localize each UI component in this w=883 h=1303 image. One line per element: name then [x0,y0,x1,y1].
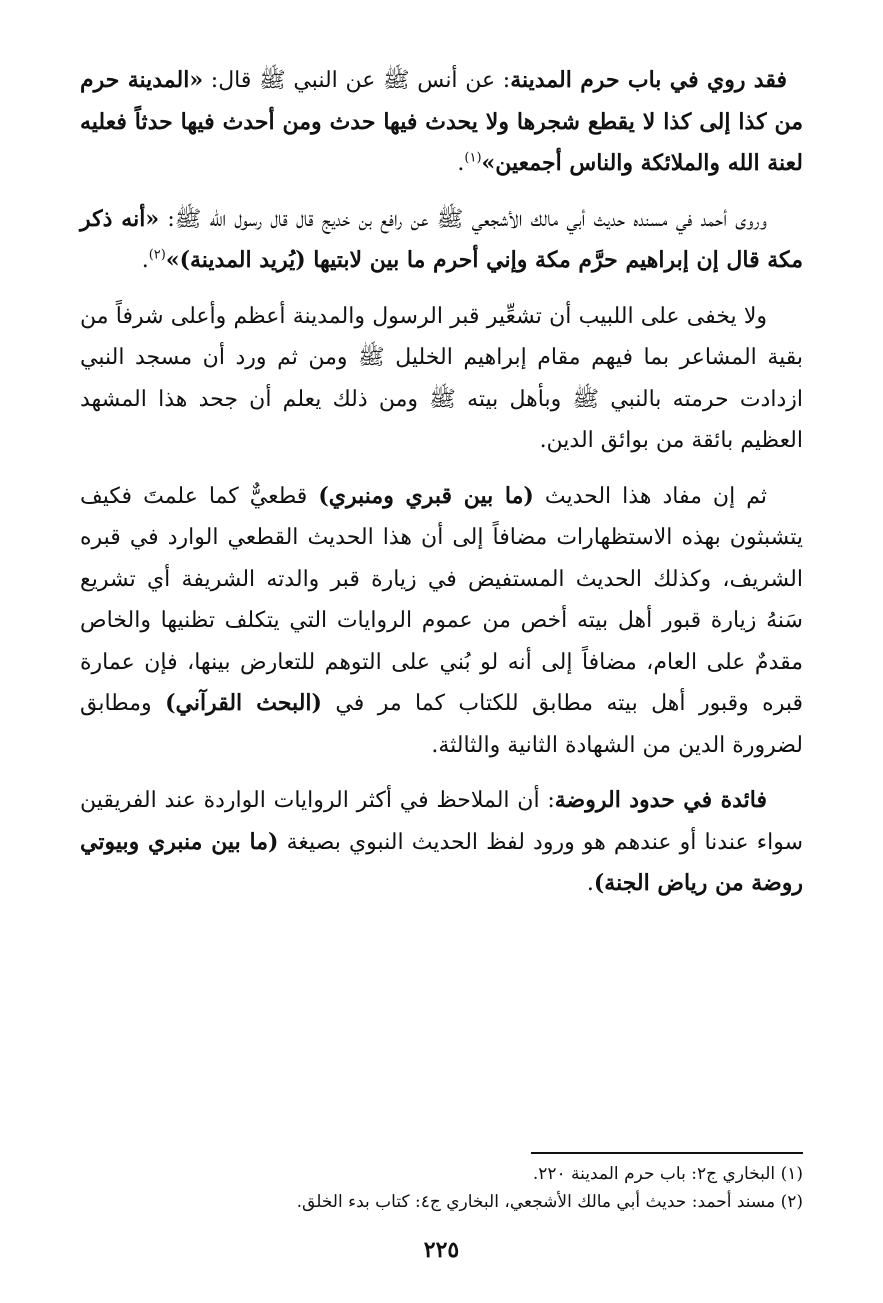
text-segment: ثم إن مفاد هذا الحديث [533,483,767,509]
footnote-text: البخاري ج٢: باب حرم المدينة ٢٢٠. [532,1164,776,1184]
text-segment: . [141,248,149,273]
text-segment: «المدينة حرم من كذا إلى كذا لا يقطع شجرها ولا يحدث فيها حدث ومن أحدث فيها حدثاً فعليه لعنة الله والملائكة والناس أجمعين» [80,67,803,176]
text-segment: وروى أحمد في مسنده حديث أبي مالك الأشجعي ﷺ عن رافع بن خديج قال قال رسول الله ﷺ: [159,206,767,232]
footnotes [80,1160,803,1216]
text-segment: : أن الملاحظ في أكثر الروايات الواردة عند الفريقين سواء عندنا أو عندهم هو ورود لفظ الحديث النبوي بصيغة [80,788,804,855]
footnote-text: مسند أحمد: حديث أبي مالك الأشجعي، البخاري ج٤: كتاب بدء الخلق. [296,1192,776,1212]
footnote-ref: (١) [464,150,482,166]
text-segment: . [457,151,465,176]
text-segment: قطعيٌّ كما علمتَ فكيف يتشبثون بهذه الاستظهارات مضافاً إلى أن هذا الحديث القطعي الوارد في قبره الشريف، وكذلك الحديث المستفيض في زيارة قبر والدته الشريفة أي تشريع سَنهُ زيارة قبور أهل بيته أخص من عموم الروايات التي يتكلف تظنيها والخاص مقدمٌ على العام، مضافاً إلى أنه لو بُني على التوهم للتعارض بينها، فإن عمارة قبره وقبور أهل بيته مطابق للكتاب كما مر في [80,483,804,716]
text-segment: ومطابق لضرورة الدين من الشهادة الثانية والثالثة. [80,691,803,758]
paragraph-1 [80,60,803,185]
footnote-ref: (٢) [148,247,166,263]
text-segment: «أنه ذكر مكة قال إن إبراهيم حرَّم مكة وإني أحرم ما بين لابتيها (يُريد المدينة)» [80,205,803,273]
paragraph-3 [80,296,803,462]
paragraph-5 [80,780,803,905]
page-number: ٢٢٥ [423,1237,460,1263]
text-segment: : عن أنس ﷺ عن النبي ﷺ قال: [203,68,511,93]
paragraph-4 [80,476,803,767]
text-segment: فقد روي في باب حرم المدينة [510,67,787,93]
text-segment: (ما بين منبري وبيوتي روضة من رياض الجنة) [80,828,803,896]
footnote-number: (١) [780,1164,803,1184]
page-body [80,60,803,919]
footnote-2 [80,1188,803,1216]
text-segment: فائدة في حدود الروضة [554,787,767,813]
footnote-divider [531,1152,803,1154]
footnote-1 [80,1160,803,1188]
text-segment: (ما بين قبري ومنبري) [318,482,534,509]
text-segment: (البحث القرآني) [165,690,322,716]
text-segment: ولا يخفى على اللبيب أن تشعِّير قبر الرسول والمدينة أعظم وأعلى شرفاً من بقية المشاعر بما فيهم مقام إبراهيم الخليل ﷺ ومن ثم ورد أن مسجد النبي ازدادت حرمته بالنبي ﷺ وبأهل بيته ﷺ ومن ذلك يعلم أن جحد هذا المشهد العظيم بائقة من بوائق الدين. [80,303,803,453]
footnote-number: (٢) [780,1192,803,1212]
text-segment: . [586,871,594,896]
paragraph-2 [80,199,803,282]
